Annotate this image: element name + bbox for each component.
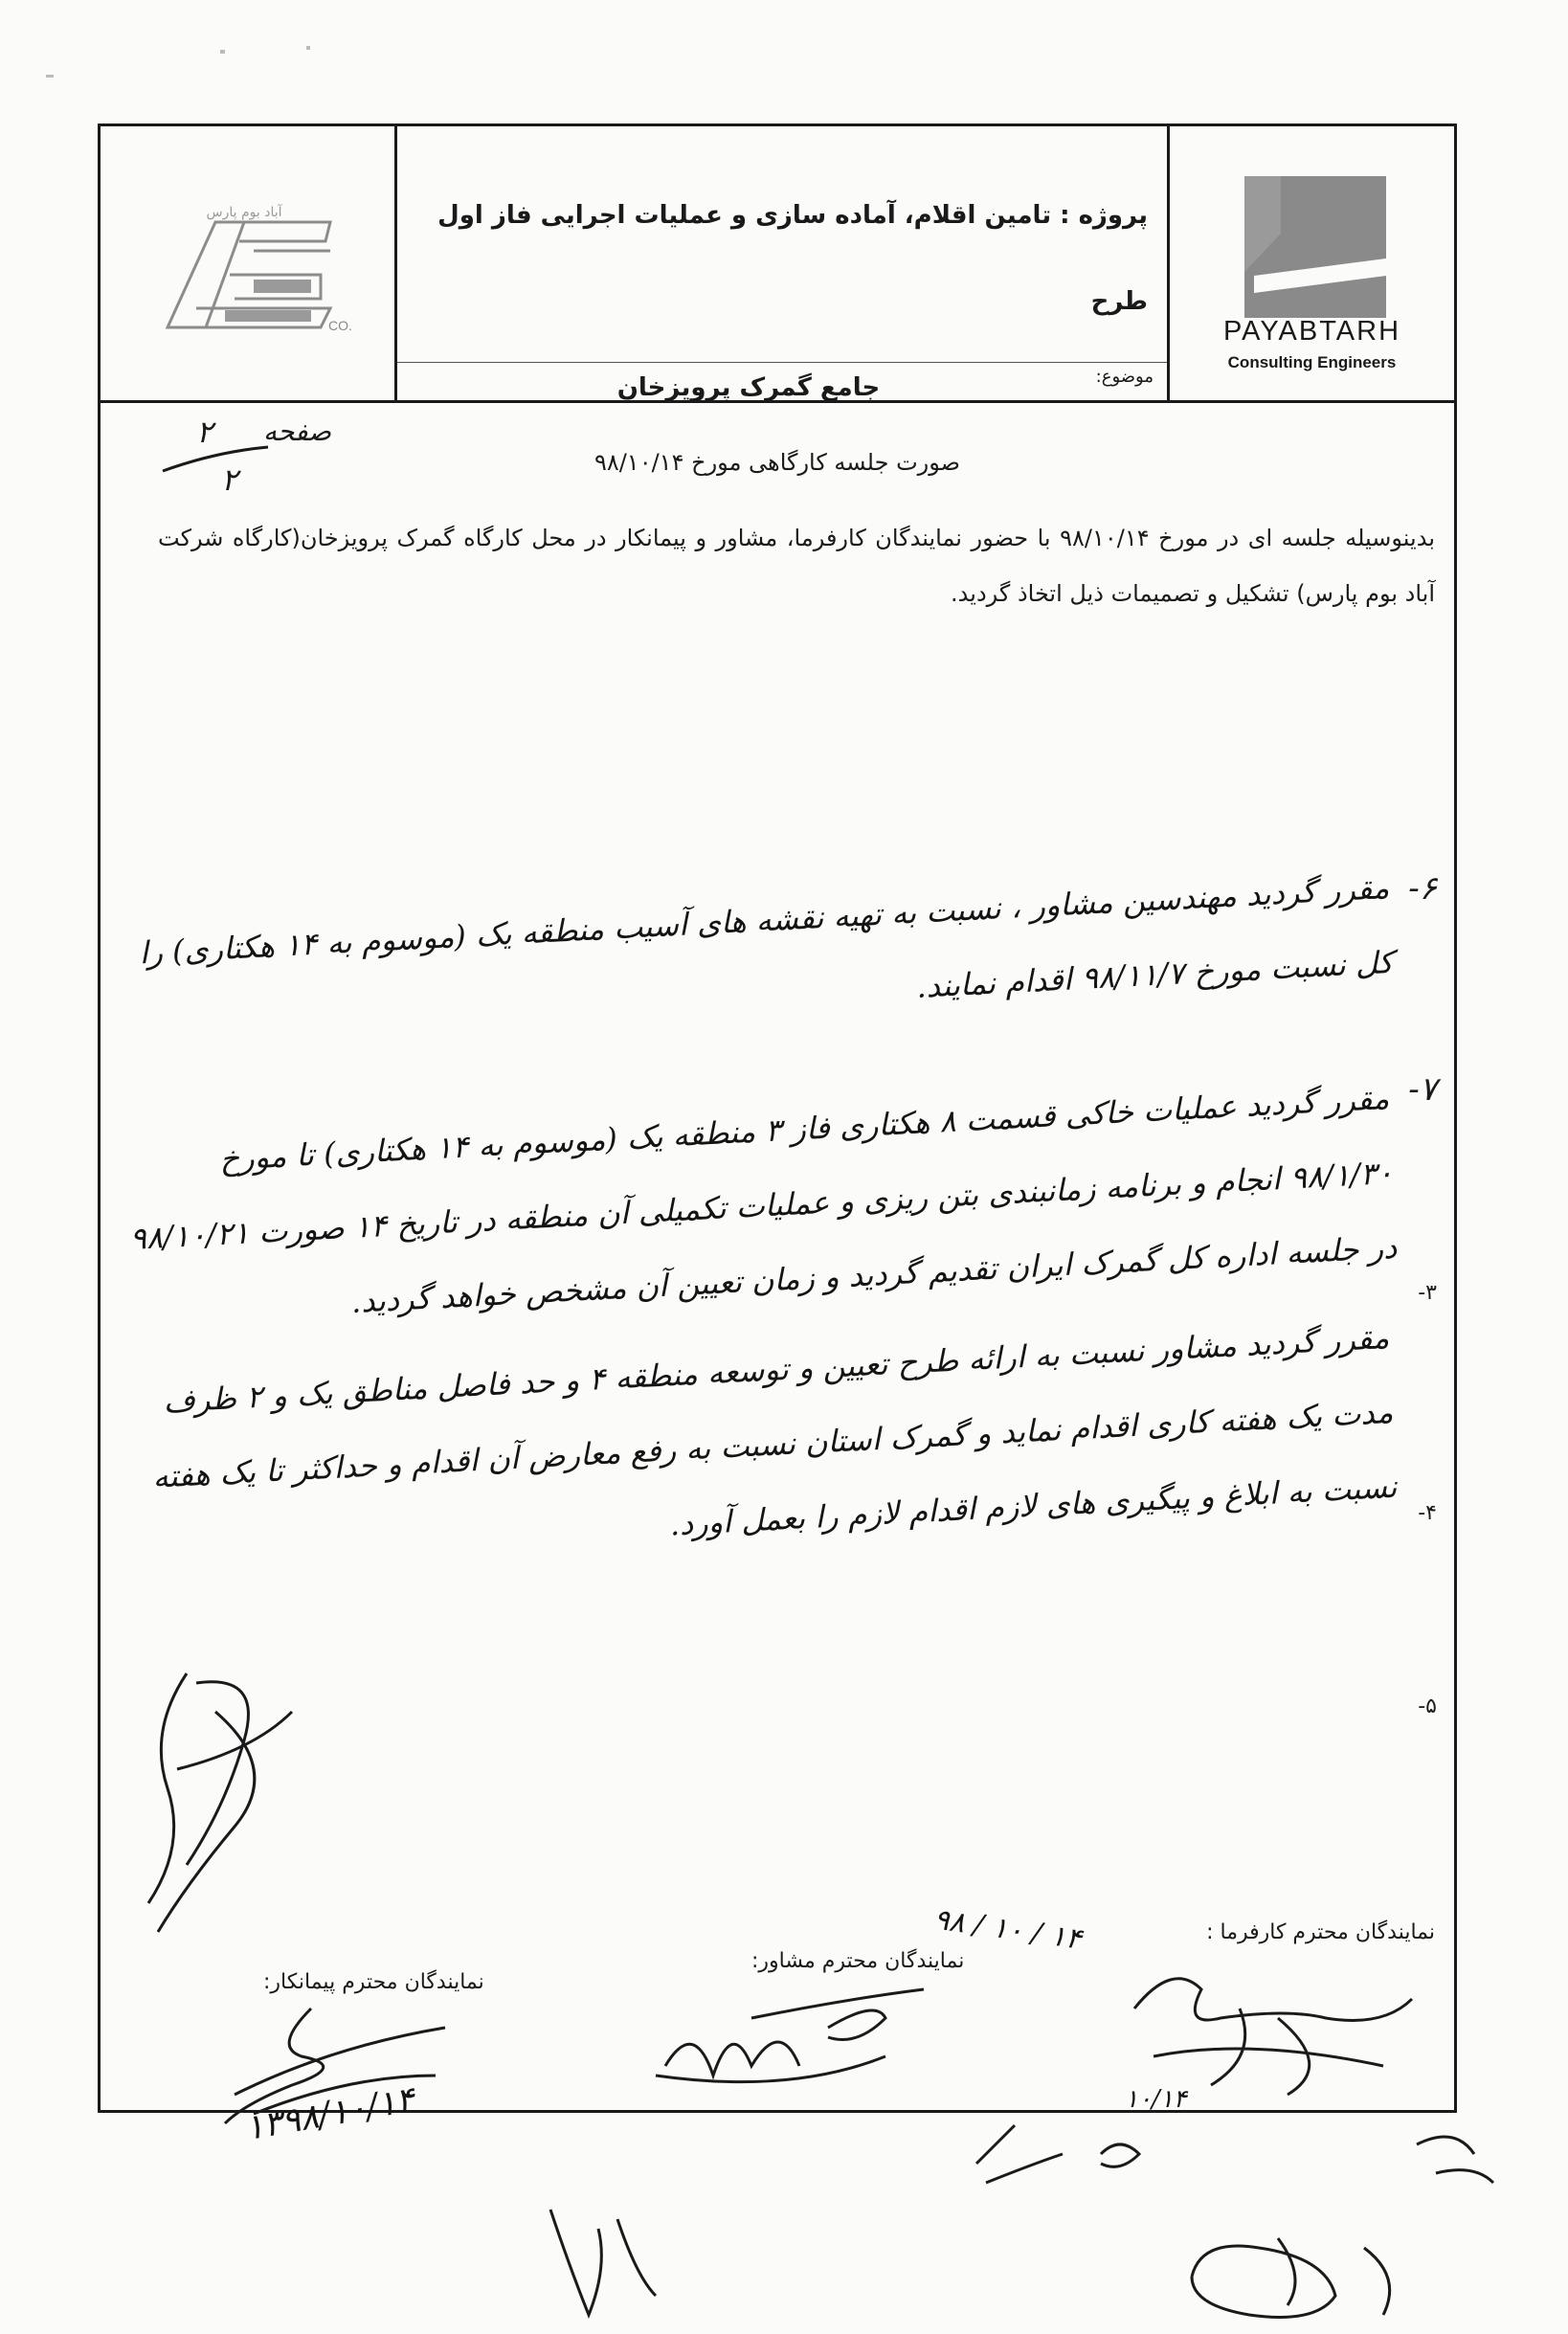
item-number: ۶-: [1408, 869, 1437, 908]
item-text: مقرر گردید مشاور نسبت به ارائه طرح تعیین و توسعه منطقه ۴ و حد فاصل مناطق یک و ۲ ظرف مدت یک هفته کاری اقدام نماید و گمرک استان نسبت به رفع معارض آن اقدام و حداکثر تا یک هفته نسبت به ابلاغ و پیگیری های لازم اقدام لازم را بعمل آورد.: [151, 1318, 1399, 1543]
partner-logo-co: CO.: [328, 318, 352, 333]
minutes-body: [101, 400, 1454, 2149]
employer-stamp-icon: [1173, 2219, 1422, 2334]
payabtarh-logo-icon: [1244, 176, 1386, 318]
partner-logo-text: آباد بوم پارس: [206, 205, 282, 220]
page-note-label: صفحه: [263, 415, 332, 447]
subject-label: موضوع:: [1095, 367, 1154, 387]
contractor-signature-icon: [129, 1654, 321, 1941]
partner-logo: [101, 126, 397, 400]
company-logo: [1167, 126, 1454, 400]
item-number: ۳-: [1418, 1281, 1437, 1305]
scan-speck: [46, 75, 54, 78]
consultant-signature-icon: [637, 1980, 943, 2104]
project-title-line-2: جامع گمرک پرویزخان: [616, 373, 881, 402]
item-text: مقرر گردید عملیات خاکی قسمت ۸ هکتاری فاز ۳ منطقه یک (موسوم به ۱۴ هکتاری) تا مورخ ۹۸/۱/۳۰ انجام و برنامه زمانبندی بتن ریزی و عملیات تکمیلی آن منطقه در تاریخ ۱۴ صورت ۹۸/۱۰/۲۱ در جلسه اداره کل گمرک ایران تقدیم گردید و زمان تعیین آن مشخص خواهد گردید.: [128, 1079, 1399, 1320]
company-brand: PAYABTARH: [1222, 316, 1401, 347]
scan-speck: [220, 50, 225, 54]
project-title-line-1: پروژه : تامین اقلام، آماده سازی و عملیات اجرایی فاز اول طرح: [437, 201, 1148, 316]
employer-representatives-label: نمایندگان محترم کارفرما :: [1206, 1920, 1435, 1944]
company-subtitle: Consulting Engineers: [1227, 353, 1397, 371]
item-number: ۵-: [1418, 1694, 1437, 1718]
consultant-date: ۱۴ / ۱۰ / ۹۸: [931, 1902, 1084, 1957]
meeting-title: صورت جلسه کارگاهی مورخ ۹۸/۱۰/۱۴: [594, 449, 961, 476]
subject-row: [397, 362, 1167, 401]
employer-signature-icon: [1096, 1951, 1422, 2104]
item-text: مقرر گردید مهندسین مشاور ، نسبت به تهیه نقشه های آسیب منطقه یک (موسوم به ۱۴ هکتاری) را کل نسبت مورخ ۹۸/۱۱/۷ اقدام نمایند.: [138, 868, 1395, 1005]
item-number: ۷-: [1408, 1070, 1437, 1109]
consultant-signature-2-icon: [531, 2190, 704, 2324]
page-note-top: ۲: [196, 414, 213, 450]
contractor-date: ۱۳۹۸/۱۰/۱۴: [241, 2079, 418, 2149]
contractor-signature-2-icon: [215, 1989, 464, 2133]
bottom-marks-icon: [957, 2106, 1532, 2211]
item-number: ۴-: [1418, 1501, 1437, 1525]
page-note-bottom: ۲: [221, 461, 238, 498]
meeting-intro: بدینوسیله جلسه ای در مورخ ۹۸/۱۰/۱۴ با حضور نمایندگان کارفرما، مشاور و پیمانکار در محل کارگاه گمرک پرویزخان(کارگاه شرکت آباد بوم پارس) تشکیل و تصمیمات ذیل اتخاذ گردید.: [158, 525, 1435, 607]
employer-date: ۱۰/۱۴: [1125, 2085, 1187, 2114]
contractor-representatives-label: نمایندگان محترم پیمانکار:: [263, 1970, 484, 1994]
document-frame: [98, 123, 1457, 2149]
scan-speck: [306, 46, 310, 50]
letterhead: [101, 126, 1454, 403]
consultant-representatives-label: نمایندگان محترم مشاور:: [751, 1949, 965, 1973]
